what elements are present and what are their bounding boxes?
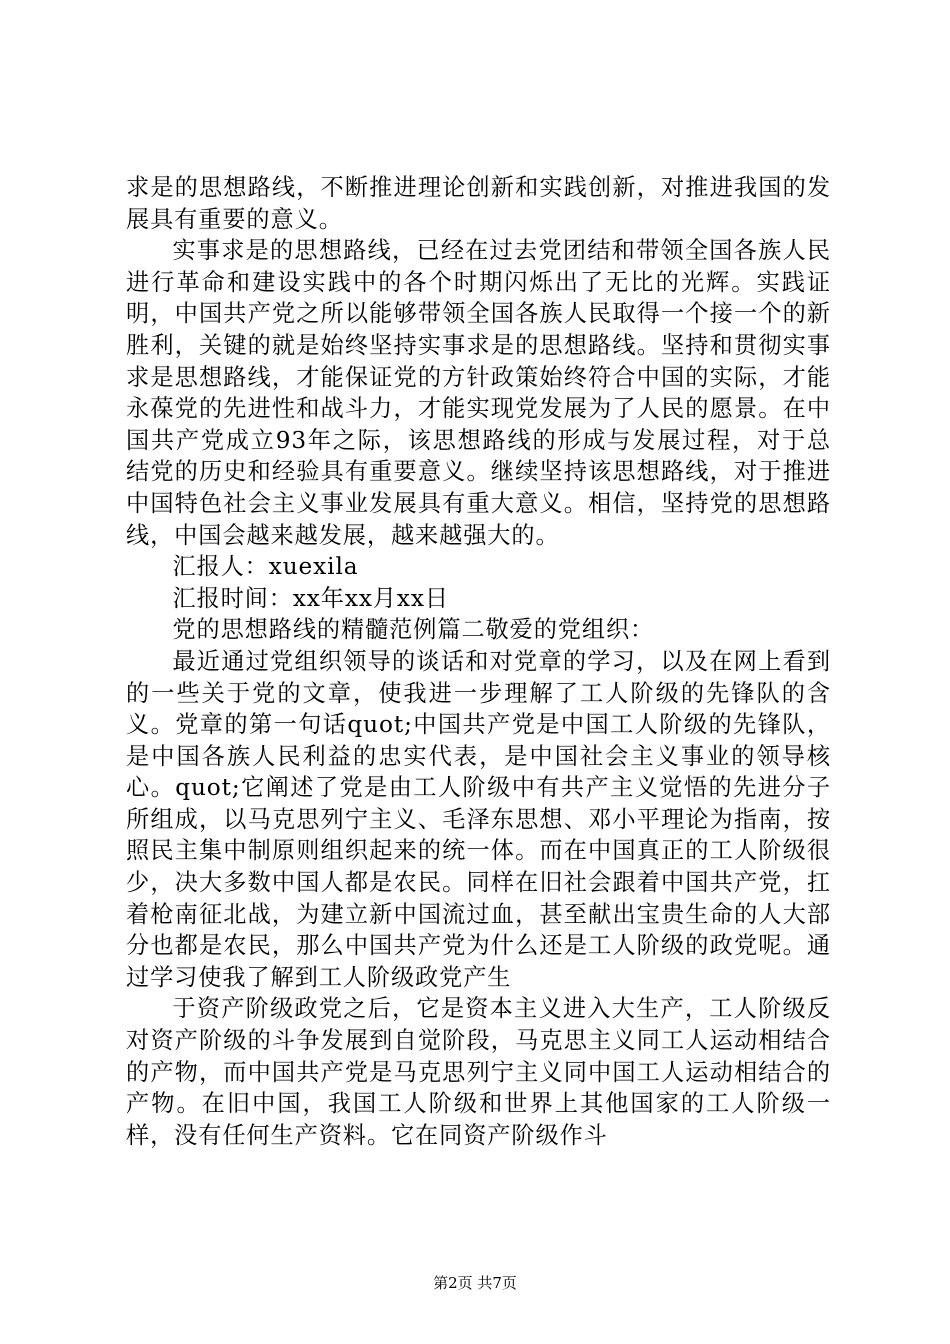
- page-number-footer: 第2页 共7页: [433, 1274, 517, 1292]
- paragraph-3: 最近通过党组织领导的谈话和对党章的学习，以及在网上看到的一些关于党的文章，使我进一步理解了工人阶级的先锋队的含义。党章的第一句话quot;中国共产党是中国工人阶级的先锋队，是中国各族人民利益的忠实代表，是中国社会主义事业的领导核心。quot;它阐述了党是由工人阶级中有共产主义觉悟的先进分子所组成，以马克思列宁主义、毛泽东思想、邓小平理论为指南，按照民主集中制原则组织起来的统一体。而在中国真正的工人阶级很少，决大多数中国人都是农民。同样在旧社会跟着中国共产党，扛着枪南征北战，为建立新中国流过血，甚至献出宝贵生命的人大部分也都是农民，那么中国共产党为什么还是工人阶级的政党呢。通过学习使我了解到工人阶级政党产生: [126, 647, 831, 991]
- paragraph-2: 实事求是的思想路线，已经在过去党团结和带领全国各族人民进行革命和建设实践中的各个时期闪烁出了无比的光辉。实践证明，中国共产党之所以能够带领全国各族人民取得一个接一个的新胜利，关键的就是始终坚持实事求是的思想路线。坚持和贯彻实事求是思想路线，才能保证党的方针政策始终符合中国的实际，才能永葆党的先进性和战斗力，才能实现党发展为了人民的愿景。在中国共产党成立93年之际，该思想路线的形成与发展过程，对于总结党的历史和经验具有重要意义。继续坚持该思想路线，对于推进中国特色社会主义事业发展具有重大意义。相信，坚持党的思想路线，中国会越来越发展，越来越强大的。: [126, 237, 831, 549]
- report-date-line: 汇报时间：xx年xx月xx日: [172, 584, 449, 612]
- document-body: [126, 172, 831, 1151]
- reporter-line: 汇报人：xuexila: [172, 553, 359, 581]
- section-heading-line: 党的思想路线的精髓范例篇二敬爱的党组织：: [172, 616, 655, 644]
- paragraph-4: 于资产阶级政党之后，它是资本主义进入大生产，工人阶级反对资产阶级的斗争发展到自觉阶段，马克思主义同工人运动相结合的产物，而中国共产党是马克思列宁主义同中国工人运动相结合的产物。在旧中国，我国工人阶级和世界上其他国家的工人阶级一样，没有任何生产资料。它在同资产阶级作斗: [126, 995, 831, 1149]
- paragraph-1: 求是的思想路线，不断推进理论创新和实践创新，对推进我国的发展具有重要的意义。: [126, 174, 831, 233]
